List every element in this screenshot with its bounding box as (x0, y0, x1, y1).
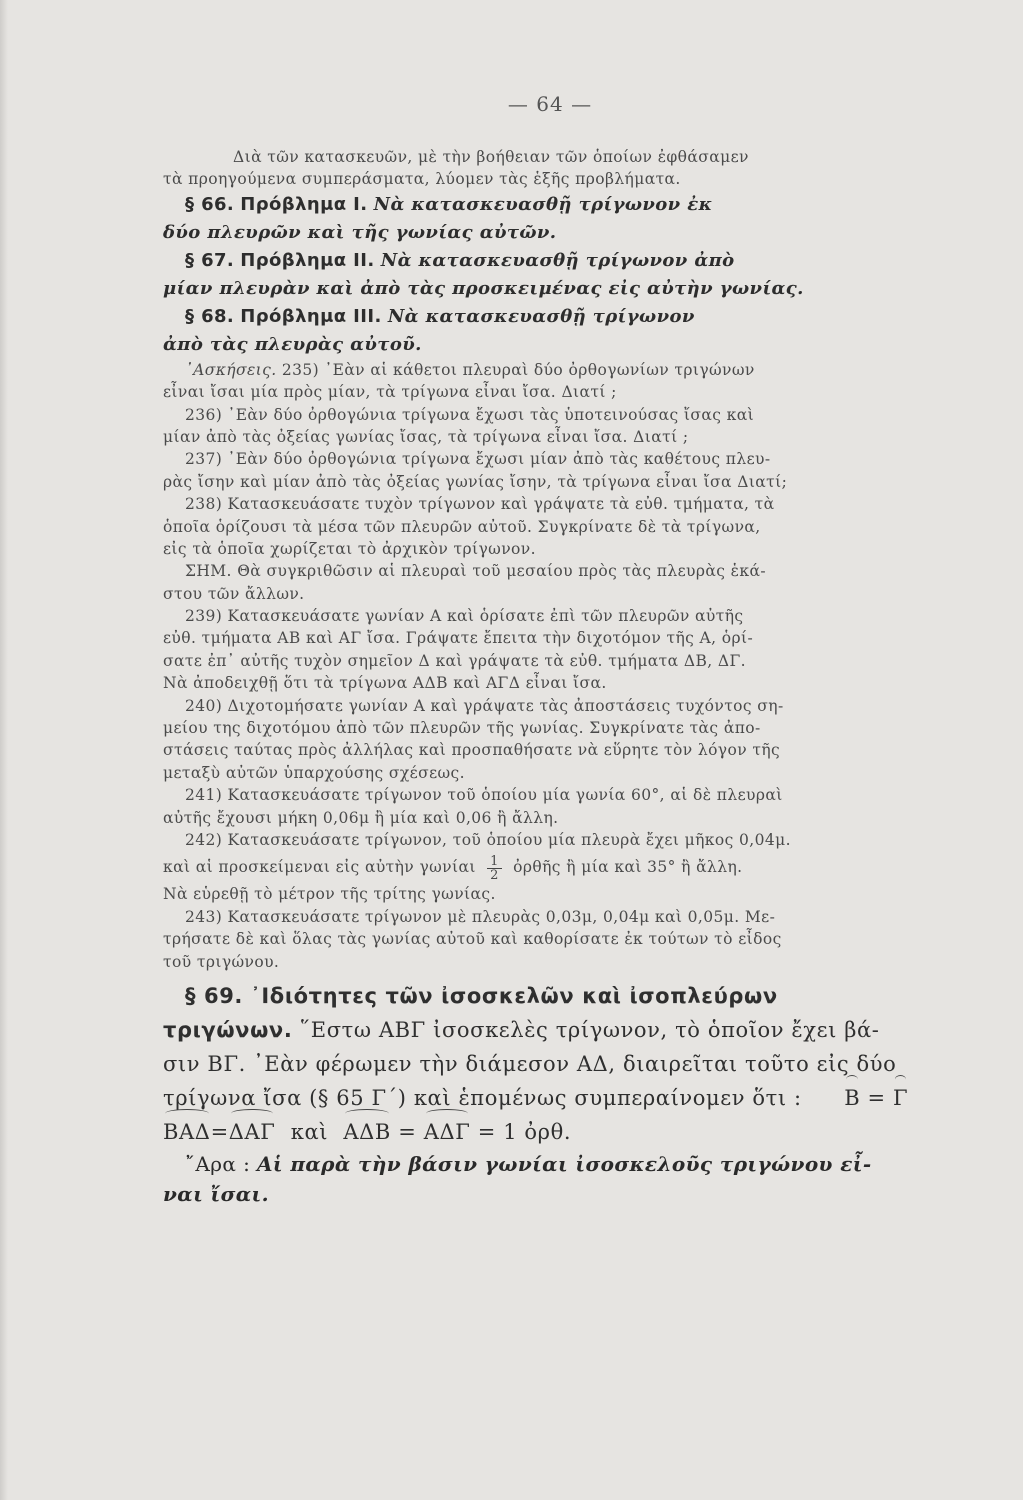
problem-67-cont (163, 275, 1023, 303)
section-mark: § 68. (185, 305, 235, 327)
exercise-line: 239) Κατασκευάσατε γωνίαν Α καὶ ὁρίσατε ἐπὶ τῶν πλευρῶν αὐτῆς (185, 607, 744, 626)
problem-text: δύο πλευρῶν καὶ τῆς γωνίας αὐτῶν. (163, 221, 557, 243)
body-text: = 1 ὀρθ. (477, 1119, 572, 1144)
exercises-heading: ᾿Ασκήσεις. (185, 360, 277, 379)
angle-adg: ΑΔΓ (424, 1115, 471, 1149)
page-number: — 64 — (507, 92, 593, 116)
exercise-text: 235) ᾿Εὰν αἱ κάθετοι πλευραὶ δύο ὀρθογωνίων τριγώνων (281, 360, 755, 379)
exercise-line: 238) Κατασκευάσατε τυχὸν τρίγωνον καὶ γράψατε τὰ εὐθ. τμήματα, τὰ (185, 495, 775, 514)
problem-67 (163, 247, 1023, 275)
intro-line: Διὰ τῶν κατασκευῶν, μὲ τὴν βοήθειαν τῶν ὁποίων ἐφθάσαμεν (233, 148, 749, 166)
body-text: καὶ (290, 1119, 329, 1144)
note-line: ΣΗΜ. Θὰ συγκριθῶσιν αἱ πλευραὶ τοῦ μεσαίου πρὸς τὰς πλευρὰς ἑκά- (185, 562, 766, 581)
fraction (487, 855, 502, 882)
angle-bad: ΒΑΔ (163, 1115, 211, 1149)
problem-label: Πρόβλημα III. (240, 305, 382, 327)
conclusion-line (163, 1179, 1023, 1209)
body-line (163, 1081, 1023, 1115)
exercise-line: εὐθ. τμήματα ΑΒ καὶ ΑΓ ἴσα. Γράψατε ἔπειτα τὴν διχοτόμον τῆς Α, ὁρί- (163, 629, 754, 648)
exercise-line: 242) Κατασκευάσατε τρίγωνον, τοῦ ὁποίου μία πλευρὰ ἔχει μῆκος 0,04μ. (185, 830, 791, 849)
exercise-line: εἶναι ἴσαι μία πρὸς μίαν, τὰ τρίγωνα εἶναι ἴσα. Διατί ; (163, 383, 617, 402)
equals-sign: = (210, 1119, 229, 1144)
exercise-line: Νὰ ἀποδειχθῇ ὅτι τὰ τρίγωνα ΑΔΒ καὶ ΑΓΔ εἶναι ἴσα. (163, 674, 607, 693)
section-69-heading (163, 979, 1023, 1013)
exercise-line: 240) Διχοτομήσατε γωνίαν Α καὶ γράψατε τὰς ἀποστάσεις τυχόντος ση- (185, 696, 784, 715)
problem-66-cont (163, 219, 1023, 247)
conclusion-text: ναι ἴσαι. (163, 1181, 269, 1206)
equals-sign: = (398, 1119, 417, 1144)
problem-68 (163, 303, 1023, 331)
exercise-line: ρὰς ἴσην καὶ μίαν ἀπὸ τὰς ὀξείας γωνίας ἴσην, τὰ τρίγωνα εἶναι ἴσα Διατί; (163, 472, 788, 491)
problem-text: Νὰ κατασκευασθῇ τρίγωνον (387, 305, 695, 327)
section-69-line (163, 1013, 1023, 1047)
exercise-242-fraction-line (163, 851, 1023, 883)
exercise-line: αὐτῆς ἔχουσι μήκη 0,06μ ἢ μία καὶ 0,06 ἢ ἄλλη. (163, 808, 559, 827)
problem-text: Νὰ κατασκευασθῇ τρίγωνον ἐκ (373, 193, 713, 215)
conclusion-label: ῎Αρα : (185, 1151, 251, 1176)
exercise-line: σατε ἐπ᾿ αὐτῆς τυχὸν σημεῖον Δ καὶ γράψατε τὰ εὐθ. τμήματα ΔΒ, ΔΓ. (163, 651, 746, 670)
problem-text: ἀπὸ τὰς πλευρὰς αὐτοῦ. (163, 333, 422, 355)
problem-66 (163, 191, 1023, 219)
exercise-text: ὀρθῆς ἢ μία καὶ 35° ἢ ἄλλη. (513, 858, 743, 877)
exercise-line: μεταξὺ αὐτῶν ὑπαρχούσης σχέσεως. (163, 763, 465, 782)
exercise-line: εἰς τὰ ὁποῖα χωρίζεται τὸ ἀρχικὸν τρίγωνον. (163, 539, 536, 558)
body-line: σιν ΒΓ. ᾿Εὰν φέρωμεν τὴν διάμεσον ΑΔ, διαιρεῖται τοῦτο εἰς δύο (163, 1051, 897, 1076)
page-text (163, 146, 1023, 1209)
body-text: τρίγωνα ἴσα (§ 65 Γ΄) καὶ ἑπομένως συμπεραίνομεν ὅτι : (163, 1085, 802, 1110)
exercise-line: 243) Κατασκευάσατε τρίγωνον μὲ πλευρὰς 0,03μ, 0,04μ καὶ 0,05μ. Με- (185, 907, 776, 926)
exercise-text: καὶ αἱ προσκείμεναι εἰς αὐτὴν γωνίαι (163, 858, 476, 877)
equals-sign: = (867, 1085, 886, 1110)
problem-68-cont (163, 331, 1023, 359)
section-title: τριγώνων. (163, 1017, 293, 1042)
fraction-denominator: 2 (490, 867, 499, 883)
note-line: στου τῶν ἄλλων. (163, 584, 305, 603)
page-edge (0, 0, 8, 1500)
exercise-line: Νὰ εὑρεθῇ τὸ μέτρον τῆς τρίτης γωνίας. (163, 885, 496, 904)
conclusion-text: Αἱ παρὰ τὴν βάσιν γωνίαι ἰσοσκελοῦς τριγώνου εἶ- (256, 1151, 872, 1176)
exercise-line: 236) ᾿Εὰν δύο ὀρθογώνια τρίγωνα ἔχωσι τὰς ὑποτεινούσας ἴσας καὶ (185, 405, 755, 424)
angle-g: Γ (893, 1081, 908, 1115)
problem-label: Πρόβλημα II. (240, 249, 375, 271)
angle-b: Β (844, 1081, 860, 1115)
section-mark: § 66. (185, 193, 235, 215)
exercise-line: ὁποῖα ὁρίζουσι τὰ μέσα τῶν πλευρῶν αὐτοῦ. Συγκρίνατε δὲ τὰ τρίγωνα, (163, 517, 761, 536)
exercise-line: 241) Κατασκευάσατε τρίγωνον τοῦ ὁποίου μία γωνία 60°, αἱ δὲ πλευραὶ (185, 786, 783, 805)
problem-text: Νὰ κατασκευασθῇ τρίγωνον ἀπὸ (380, 249, 735, 271)
exercise-line (163, 359, 1023, 381)
exercise-line: τοῦ τριγώνου. (163, 952, 280, 971)
fraction-numerator: 1 (487, 855, 502, 869)
problem-text: μίαν πλευρὰν καὶ ἀπὸ τὰς προσκειμένας εἰς αὐτὴν γωνίας. (163, 277, 804, 299)
section-mark: § 67. (185, 249, 235, 271)
angle-dag: ΔΑΓ (229, 1115, 276, 1149)
section-mark: § 69. (185, 983, 244, 1008)
angle-equation (163, 1115, 1023, 1149)
exercise-line: 237) ᾿Εὰν δύο ὀρθογώνια τρίγωνα ἔχωσι μίαν ἀπὸ τὰς καθέτους πλευ- (185, 450, 771, 469)
conclusion-line (163, 1149, 1023, 1179)
exercise-line: μίαν ἀπὸ τὰς ὀξείας γωνίας ἴσας, τὰ τρίγωνα εἶναι ἴσα. Διατί ; (163, 427, 689, 446)
section-title: ᾿Ιδιότητες τῶν ἰσοσκελῶν καὶ ἰσοπλεύρων (250, 983, 778, 1008)
exercise-line: τρήσατε δὲ καὶ ὅλας τὰς γωνίας αὐτοῦ καὶ καθορίσατε ἐκ τούτων τὸ εἶδος (163, 930, 782, 949)
intro-line: τὰ προηγούμενα συμπεράσματα, λύομεν τὰς ἑξῆς προβλήματα. (163, 170, 681, 189)
problem-label: Πρόβλημα I. (240, 193, 368, 215)
body-text: ῞Εστω ΑΒΓ ἰσοσκελὲς τρίγωνον, τὸ ὁποῖον ἔχει βά- (299, 1017, 880, 1042)
exercise-line: στάσεις ταύτας πρὸς ἀλλήλας καὶ προσπαθήσατε νὰ εὕρητε τὸν λόγον τῆς (163, 741, 781, 760)
angle-adb: ΑΔΒ (343, 1115, 391, 1149)
exercise-line: μείου της διχοτόμου ἀπὸ τῶν πλευρῶν τῆς γωνίας. Συγκρίνατε τὰς ἀπο- (163, 719, 761, 738)
